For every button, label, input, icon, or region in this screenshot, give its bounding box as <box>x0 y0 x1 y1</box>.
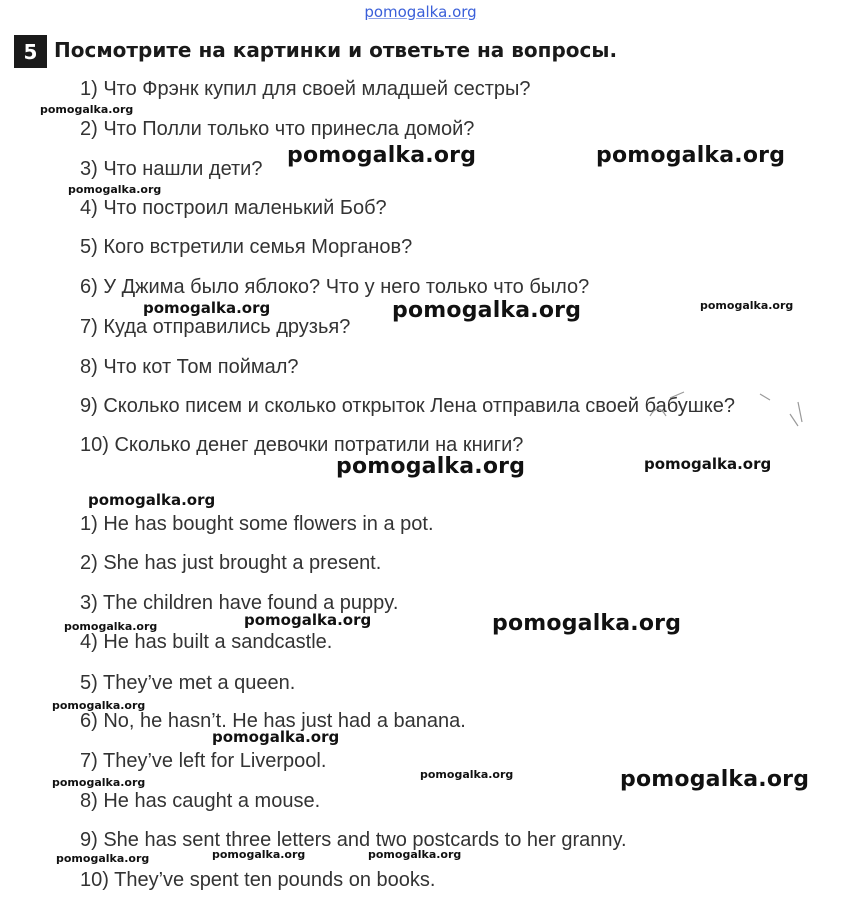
watermark: pomogalka.org <box>336 454 526 479</box>
watermark: pomogalka.org <box>700 299 794 312</box>
watermark: pomogalka.org <box>492 611 682 636</box>
watermark: pomogalka.org <box>420 768 514 781</box>
answer-item: 3) The children have found a puppy. <box>80 592 399 614</box>
site-header-link[interactable]: pomogalka.org <box>364 3 477 21</box>
watermark: pomogalka.org <box>143 299 271 317</box>
watermark: pomogalka.org <box>52 699 146 712</box>
watermark: pomogalka.org <box>56 852 150 865</box>
question-item: 2) Что Полли только что принесла домой? <box>80 118 475 140</box>
watermark: pomogalka.org <box>287 143 477 168</box>
question-item: 10) Сколько денег девочки потратили на книги? <box>80 434 524 456</box>
pencil-scribble-marks <box>640 386 805 432</box>
answer-item: 7) They’ve left for Liverpool. <box>80 750 327 772</box>
answer-item: 2) She has just brought a present. <box>80 552 382 574</box>
watermark: pomogalka.org <box>88 491 216 509</box>
watermark: pomogalka.org <box>212 728 340 746</box>
answer-item: 5) They’ve met a queen. <box>80 672 296 694</box>
watermark: pomogalka.org <box>596 143 786 168</box>
answer-item: 6) No, he hasn’t. He has just had a banana. <box>80 710 466 732</box>
answer-item: 4) He has built a sandcastle. <box>80 631 333 653</box>
watermark: pomogalka.org <box>68 183 162 196</box>
watermark: pomogalka.org <box>64 620 158 633</box>
watermark: pomogalka.org <box>644 455 772 473</box>
question-item: 5) Кого встретили семья Морганов? <box>80 236 413 258</box>
answer-item: 10) They’ve spent ten pounds on books. <box>80 869 436 891</box>
watermark: pomogalka.org <box>244 611 372 629</box>
watermark: pomogalka.org <box>368 848 462 861</box>
answer-item: 9) She has sent three letters and two postcards to her granny. <box>80 829 627 851</box>
question-item: 6) У Джима было яблоко? Что у него только что было? <box>80 276 590 298</box>
question-item: 3) Что нашли дети? <box>80 158 263 180</box>
question-item: 9) Сколько писем и сколько открыток Лена отправила своей бабушке? <box>80 395 736 417</box>
question-item: 8) Что кот Том поймал? <box>80 356 299 378</box>
question-item: 7) Куда отправились друзья? <box>80 316 351 338</box>
watermark: pomogalka.org <box>40 103 134 116</box>
question-item: 1) Что Фрэнк купил для своей младшей сестры? <box>80 78 531 100</box>
task-number-badge: 5 <box>14 35 47 68</box>
watermark: pomogalka.org <box>52 776 146 789</box>
answer-item: 8) He has caught a mouse. <box>80 790 321 812</box>
watermark: pomogalka.org <box>212 848 306 861</box>
answer-item: 1) He has bought some flowers in a pot. <box>80 513 434 535</box>
question-item: 4) Что построил маленький Боб? <box>80 197 387 219</box>
watermark: pomogalka.org <box>620 767 810 792</box>
watermark: pomogalka.org <box>392 298 582 323</box>
task-title: Посмотрите на картинки и ответьте на вопросы. <box>54 38 618 62</box>
